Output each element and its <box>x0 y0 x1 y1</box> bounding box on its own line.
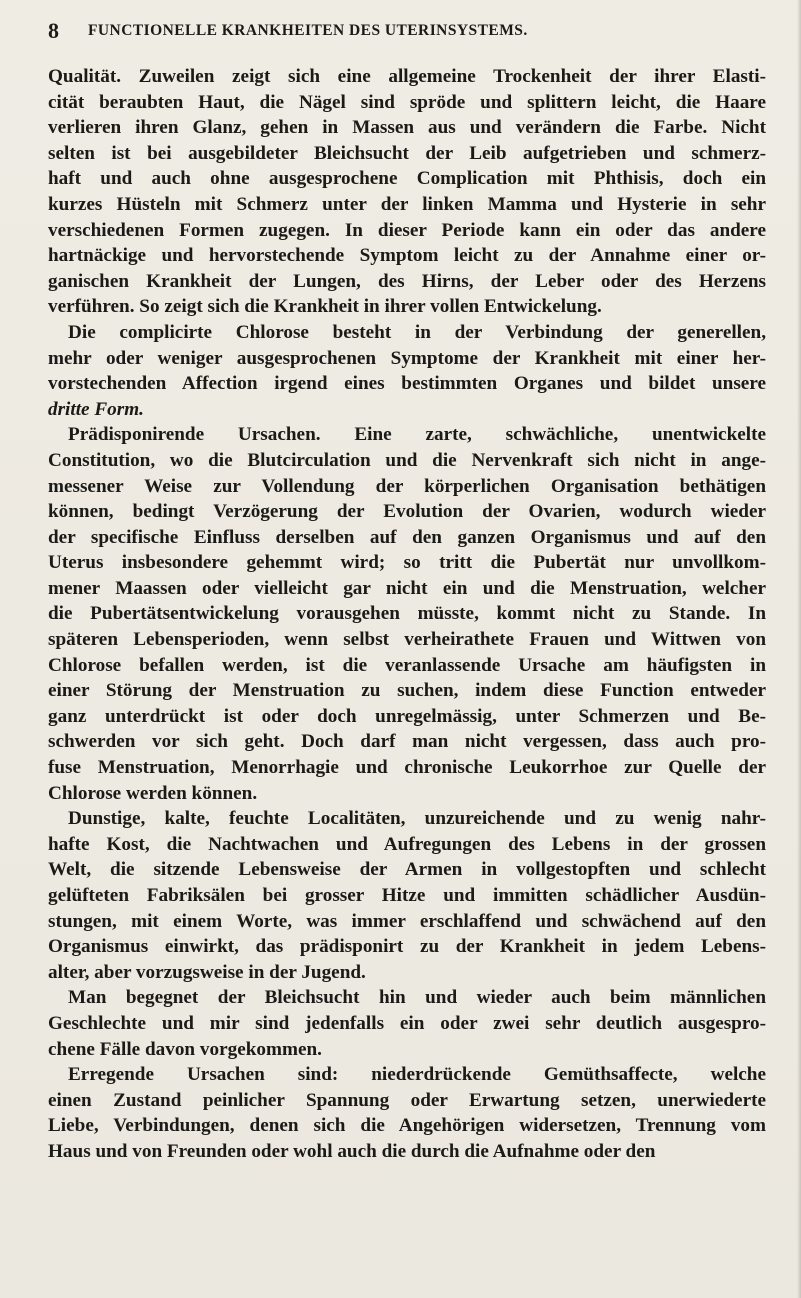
text-line: Geschlechte und mir sind jedenfalls ein oder zwei sehr deutlich ausgespro- <box>48 1012 766 1034</box>
text-line: Organismus einwirkt, das prädisponirt zu der Krankheit in jedem Lebens- <box>48 936 766 958</box>
text-line: selten ist bei ausgebildeter Bleichsucht der Leib aufgetrieben und schmerz- <box>48 142 766 164</box>
text-line: stungen, mit einem Worte, was immer erschlaffend und schwächend auf den <box>48 910 766 932</box>
text-line: haft und auch ohne ausgesprochene Complication mit Phthisis, doch ein <box>48 168 766 190</box>
page-number: 8 <box>48 18 59 43</box>
running-head <box>48 19 768 43</box>
text-line: fuse Menstruation, Menorrhagie und chronische Leukorrhoe zur Quelle der <box>48 757 766 779</box>
text-line: gelüfteten Fabriksälen bei grosser Hitze und immitten schädlicher Ausdün- <box>48 885 766 906</box>
text-line: Dunstige, kalte, feuchte Localitäten, unzureichende und zu wenig nahr- <box>68 808 766 830</box>
text-line: ganischen Krankheit der Lungen, des Hirns, der Leber oder des Herzens <box>48 270 766 292</box>
text-line: messener Weise zur Vollendung der körperlichen Organisation bethätigen <box>48 475 766 497</box>
text-line: alter, aber vorzugsweise in der Jugend. <box>48 961 366 983</box>
text-line: Liebe, Verbindungen, denen sich die Angehörigen widersetzen, Trennung vom <box>48 1115 766 1137</box>
text-body <box>48 64 766 1165</box>
text-line: mener Maassen oder vielleicht gar nicht ein und die Menstruation, welcher <box>48 577 766 599</box>
text-line: Man begegnet der Bleichsucht hin und wieder auch beim männlichen <box>68 987 766 1009</box>
text-line: schwerden vor sich geht. Doch darf man nicht vergessen, dass auch pro- <box>48 731 766 753</box>
text-line: Die complicirte Chlorose besteht in der Verbindung der generellen, <box>68 321 766 343</box>
text-line: Prädisponirende Ursachen. Eine zarte, schwächliche, unentwickelte <box>68 424 766 446</box>
text-line: Qualität. Zuweilen zeigt sich eine allgemeine Trockenheit der ihrer Elasti- <box>48 66 766 87</box>
text-line: Chlorose werden können. <box>48 782 258 804</box>
text-line: verlieren ihren Glanz, gehen in Massen aus und verändern die Farbe. Nicht <box>48 117 766 139</box>
text-line: einen Zustand peinlicher Spannung oder Erwartung setzen, unerwiederte <box>48 1089 766 1111</box>
text-line: dritte Form. <box>48 398 144 420</box>
text-line: einer Störung der Menstruation zu suchen, indem diese Function entweder <box>48 680 766 702</box>
text-line: Welt, die sitzende Lebensweise der Armen in vollgestopften und schlecht <box>48 859 766 881</box>
running-head-title: FUNCTIONELLE KRANKHEITEN DES UTERINSYSTEMS. <box>88 22 528 39</box>
text-line: hartnäckige und hervorstechende Symptom leicht zu der Annahme einer or- <box>48 245 766 267</box>
text-line: verschiedenen Formen zugegen. In dieser Periode kann ein oder das andere <box>48 219 766 241</box>
text-line: mehr oder weniger ausgesprochenen Symptome der Krankheit mit einer her- <box>48 347 766 369</box>
text-line: hafte Kost, die Nachtwachen und Aufregungen des Lebens in der grossen <box>48 833 766 855</box>
text-line: Haus und von Freunden oder wohl auch die durch die Aufnahme oder den <box>48 1140 656 1162</box>
text-line: Uterus insbesondere gehemmt wird; so tritt die Pubertät nur unvollkom- <box>48 552 766 574</box>
text-line: vorstechenden Affection irgend eines bestimmten Organes und bildet unsere <box>48 373 766 395</box>
text-line: cität beraubten Haut, die Nägel sind spröde und splittern leicht, die Haare <box>48 91 766 113</box>
text-line: kurzes Hüsteln mit Schmerz unter der linken Mamma und Hysterie in sehr <box>48 193 766 215</box>
text-line: die Pubertätsentwickelung vorausgehen müsste, kommt nicht zu Stande. In <box>48 603 766 625</box>
text-line: Chlorose befallen werden, ist die veranlassende Ursache am häufigsten in <box>48 654 766 676</box>
text-line: können, bedingt Verzögerung der Evolution der Ovarien, wodurch wieder <box>48 501 766 523</box>
page-edge-shadow <box>797 0 801 1298</box>
text-line: Erregende Ursachen sind: niederdrückende Gemüthsaffecte, welche <box>68 1064 766 1086</box>
text-line: ganz unterdrückt ist oder doch unregelmässig, unter Schmerzen und Be- <box>48 705 766 727</box>
text-line: verführen. So zeigt sich die Krankheit in ihrer vollen Entwickelung. <box>48 296 602 318</box>
text-line: chene Fälle davon vorgekommen. <box>48 1038 322 1060</box>
text-line: der specifische Einfluss derselben auf den ganzen Organismus und auf den <box>48 526 766 548</box>
text-line: späteren Lebensperioden, wenn selbst verheirathete Frauen und Wittwen von <box>48 629 766 651</box>
text-line: Constitution, wo die Blutcirculation und die Nervenkraft sich nicht in ange- <box>48 449 766 471</box>
